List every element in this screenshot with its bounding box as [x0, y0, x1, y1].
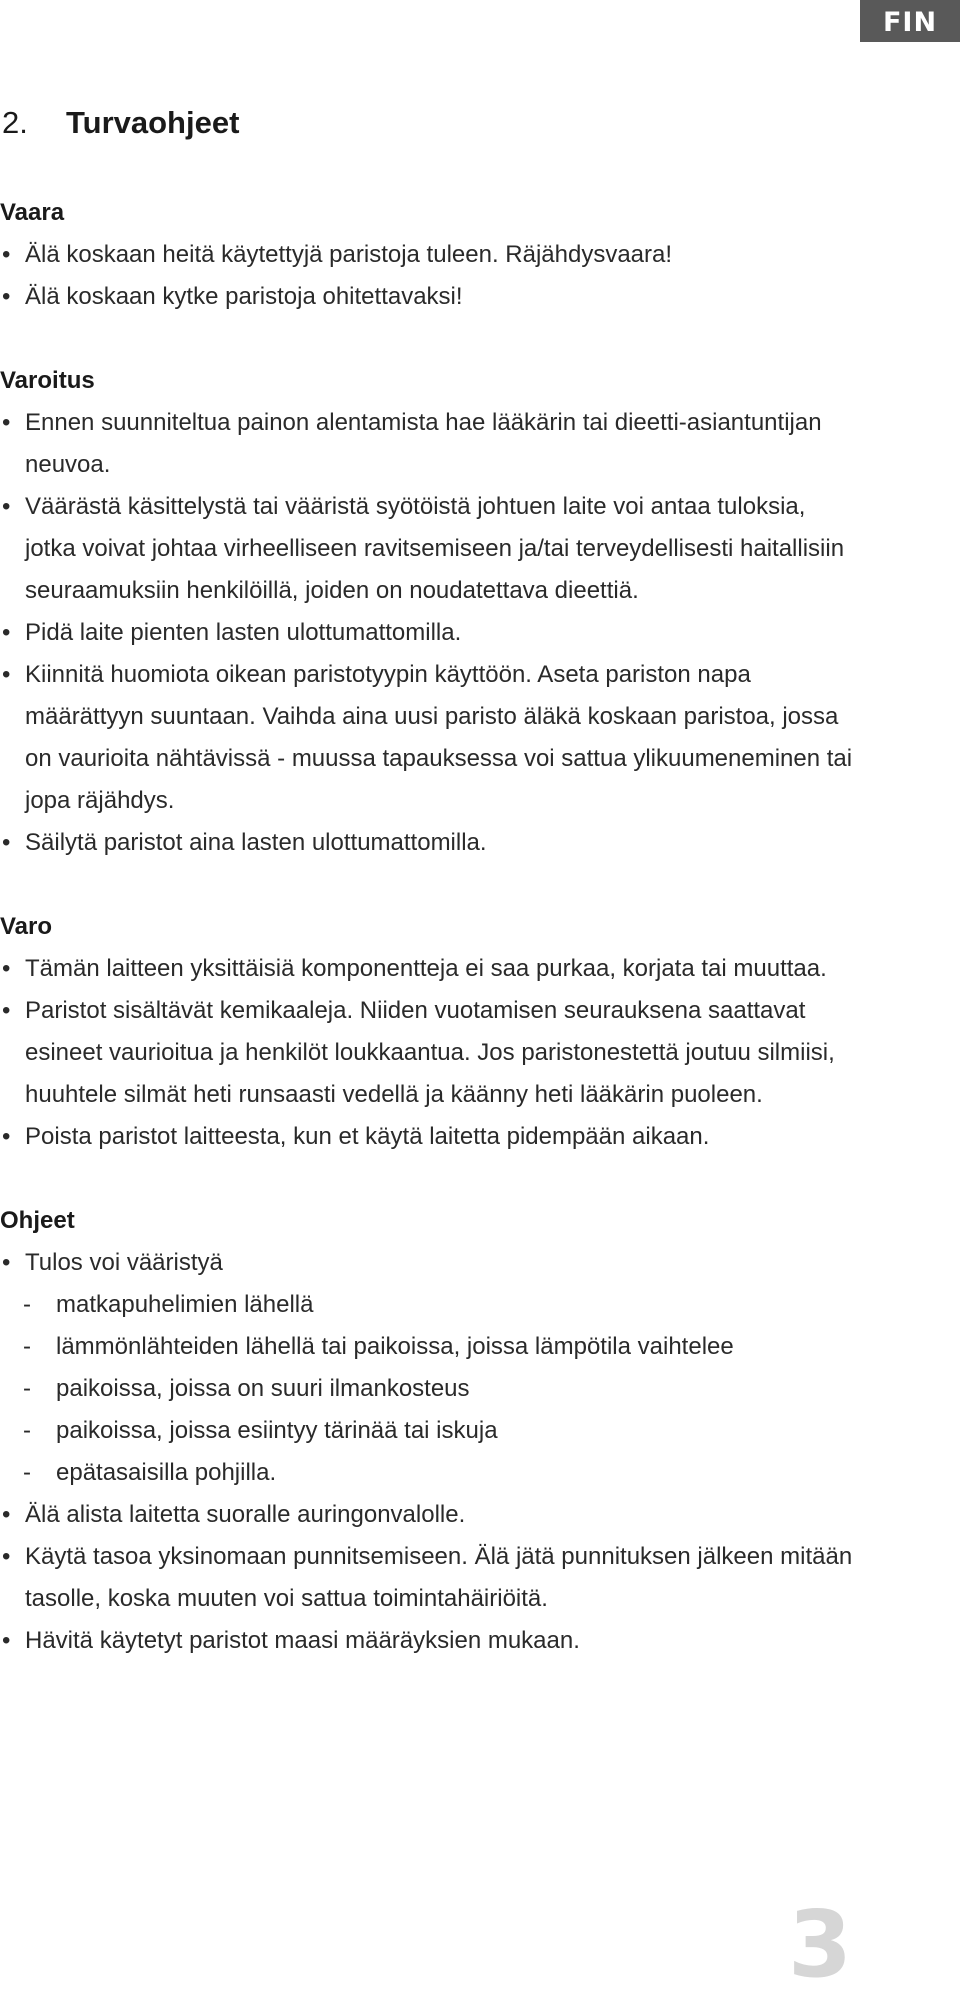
bullet-list [0, 402, 860, 864]
section-ohjeet [0, 1200, 860, 1662]
section-heading: Ohjeet [0, 1207, 75, 1234]
list-item-text: Älä koskaan heitä käytettyjä paristoja tuleen. Räjähdysvaara! [25, 241, 673, 268]
bullet-icon: • [2, 1501, 11, 1528]
list-item-text: Älä koskaan kytke paristoja ohitettavaksi! [25, 283, 463, 310]
bullet-icon: • [2, 241, 11, 268]
bullet-icon: • [2, 1627, 11, 1654]
section-varoitus [0, 360, 860, 864]
sub-list-item-text: lämmönlähteiden lähellä tai paikoissa, joissa lämpötila vaihtelee [56, 1333, 734, 1360]
bullet-icon: • [2, 997, 11, 1024]
list-item-text: Tulos voi vääristyä [25, 1249, 223, 1276]
list-item [0, 948, 860, 990]
bullet-icon: • [2, 661, 11, 688]
sub-list-item [0, 1284, 860, 1326]
list-item [0, 1242, 860, 1284]
list-item [0, 276, 860, 318]
bullet-list [0, 948, 860, 1158]
list-item-text: Hävitä käytetyt paristot maasi määräyksien mukaan. [25, 1627, 580, 1654]
bullet-icon: • [2, 1543, 11, 1570]
bullet-icon: • [2, 283, 11, 310]
bullet-icon: • [2, 1123, 11, 1150]
bullet-icon: • [2, 619, 11, 646]
list-item [0, 234, 860, 276]
sub-list-item [0, 1452, 860, 1494]
dash-icon: - [23, 1459, 31, 1486]
list-item [0, 990, 860, 1116]
sub-list-item [0, 1368, 860, 1410]
page-title-text: Turvaohjeet [66, 105, 240, 140]
list-item [0, 1494, 860, 1536]
dash-icon: - [23, 1333, 31, 1360]
sub-list-item-text: paikoissa, joissa on suuri ilmankosteus [56, 1375, 470, 1402]
list-item [0, 402, 860, 486]
sub-list-item-text: epätasaisilla pohjilla. [56, 1459, 277, 1486]
list-item [0, 1116, 860, 1158]
bullet-icon: • [2, 409, 11, 436]
section-heading: Vaara [0, 199, 65, 226]
sub-list-item-text: matkapuhelimien lähellä [56, 1291, 314, 1318]
section-number: 2. [2, 105, 28, 140]
language-badge: FIN [860, 0, 960, 42]
bullet-icon: • [2, 829, 11, 856]
list-item [0, 1620, 860, 1662]
list-item-text: Pidä laite pienten lasten ulottumattomilla. [25, 619, 462, 646]
list-item-text: Poista paristot laitteesta, kun et käytä laitetta pidempään aikaan. [25, 1123, 710, 1150]
section-heading: Varoitus [0, 367, 95, 394]
section-heading: Varo [0, 913, 53, 940]
bullet-icon: • [2, 493, 11, 520]
bullet-list [0, 234, 860, 318]
dash-icon: - [23, 1291, 31, 1318]
sub-list-item [0, 1326, 860, 1368]
list-item-text: Säilytä paristot aina lasten ulottumattomilla. [25, 829, 487, 856]
document-content [0, 105, 860, 1704]
page-number: 3 [787, 1891, 852, 1998]
list-item-text: Kiinnitä huomiota oikean paristotyypin käyttöön. Aseta pariston napa määrättyyn suuntaan. Vaihda aina uusi paristo äläkä koskaan paristoa, jossa on vaurioita nähtävissä - muussa tapauksessa voi sattua ylikuumeneminen tai jopa räjähdys. [25, 661, 853, 814]
list-item [0, 1536, 860, 1620]
list-item [0, 654, 860, 822]
bullet-list [0, 1242, 860, 1662]
list-item-text: Älä alista laitetta suoralle auringonvalolle. [25, 1501, 466, 1528]
list-item-text: Käytä tasoa yksinomaan punnitsemiseen. Älä jätä punnituksen jälkeen mitään tasolle, koska muuten voi sattua toimintahäiriöitä. [25, 1543, 853, 1612]
page-title [2, 105, 860, 141]
list-item-text: Tämän laitteen yksittäisiä komponentteja ei saa purkaa, korjata tai muuttaa. [25, 955, 827, 982]
list-item-text: Ennen suunniteltua painon alentamista hae lääkärin tai dieetti-asiantuntijan neuvoa. [25, 409, 822, 478]
dash-icon: - [23, 1375, 31, 1402]
list-item-text: Paristot sisältävät kemikaaleja. Niiden vuotamisen seurauksena saattavat esineet vaurioitua ja henkilöt loukkaantua. Jos paristonestettä joutuu silmiisi, huuhtele silmät heti runsaasti vedellä ja käänny heti lääkärin puoleen. [25, 997, 835, 1108]
list-item [0, 822, 860, 864]
sub-list-item-text: paikoissa, joissa esiintyy tärinää tai iskuja [56, 1417, 498, 1444]
list-item [0, 612, 860, 654]
list-item-text: Väärästä käsittelystä tai vääristä syötöistä johtuen laite voi antaa tuloksia, jotka voivat johtaa virheelliseen ravitsemiseen ja/tai terveydellisesti haitallisiin seuraamuksiin henkilöillä, joiden on noudatettava dieettiä. [25, 493, 845, 604]
section-varo [0, 906, 860, 1158]
dash-icon: - [23, 1417, 31, 1444]
bullet-icon: • [2, 955, 11, 982]
list-item [0, 486, 860, 612]
sub-list-item [0, 1410, 860, 1452]
section-vaara [0, 192, 860, 318]
bullet-icon: • [2, 1249, 11, 1276]
